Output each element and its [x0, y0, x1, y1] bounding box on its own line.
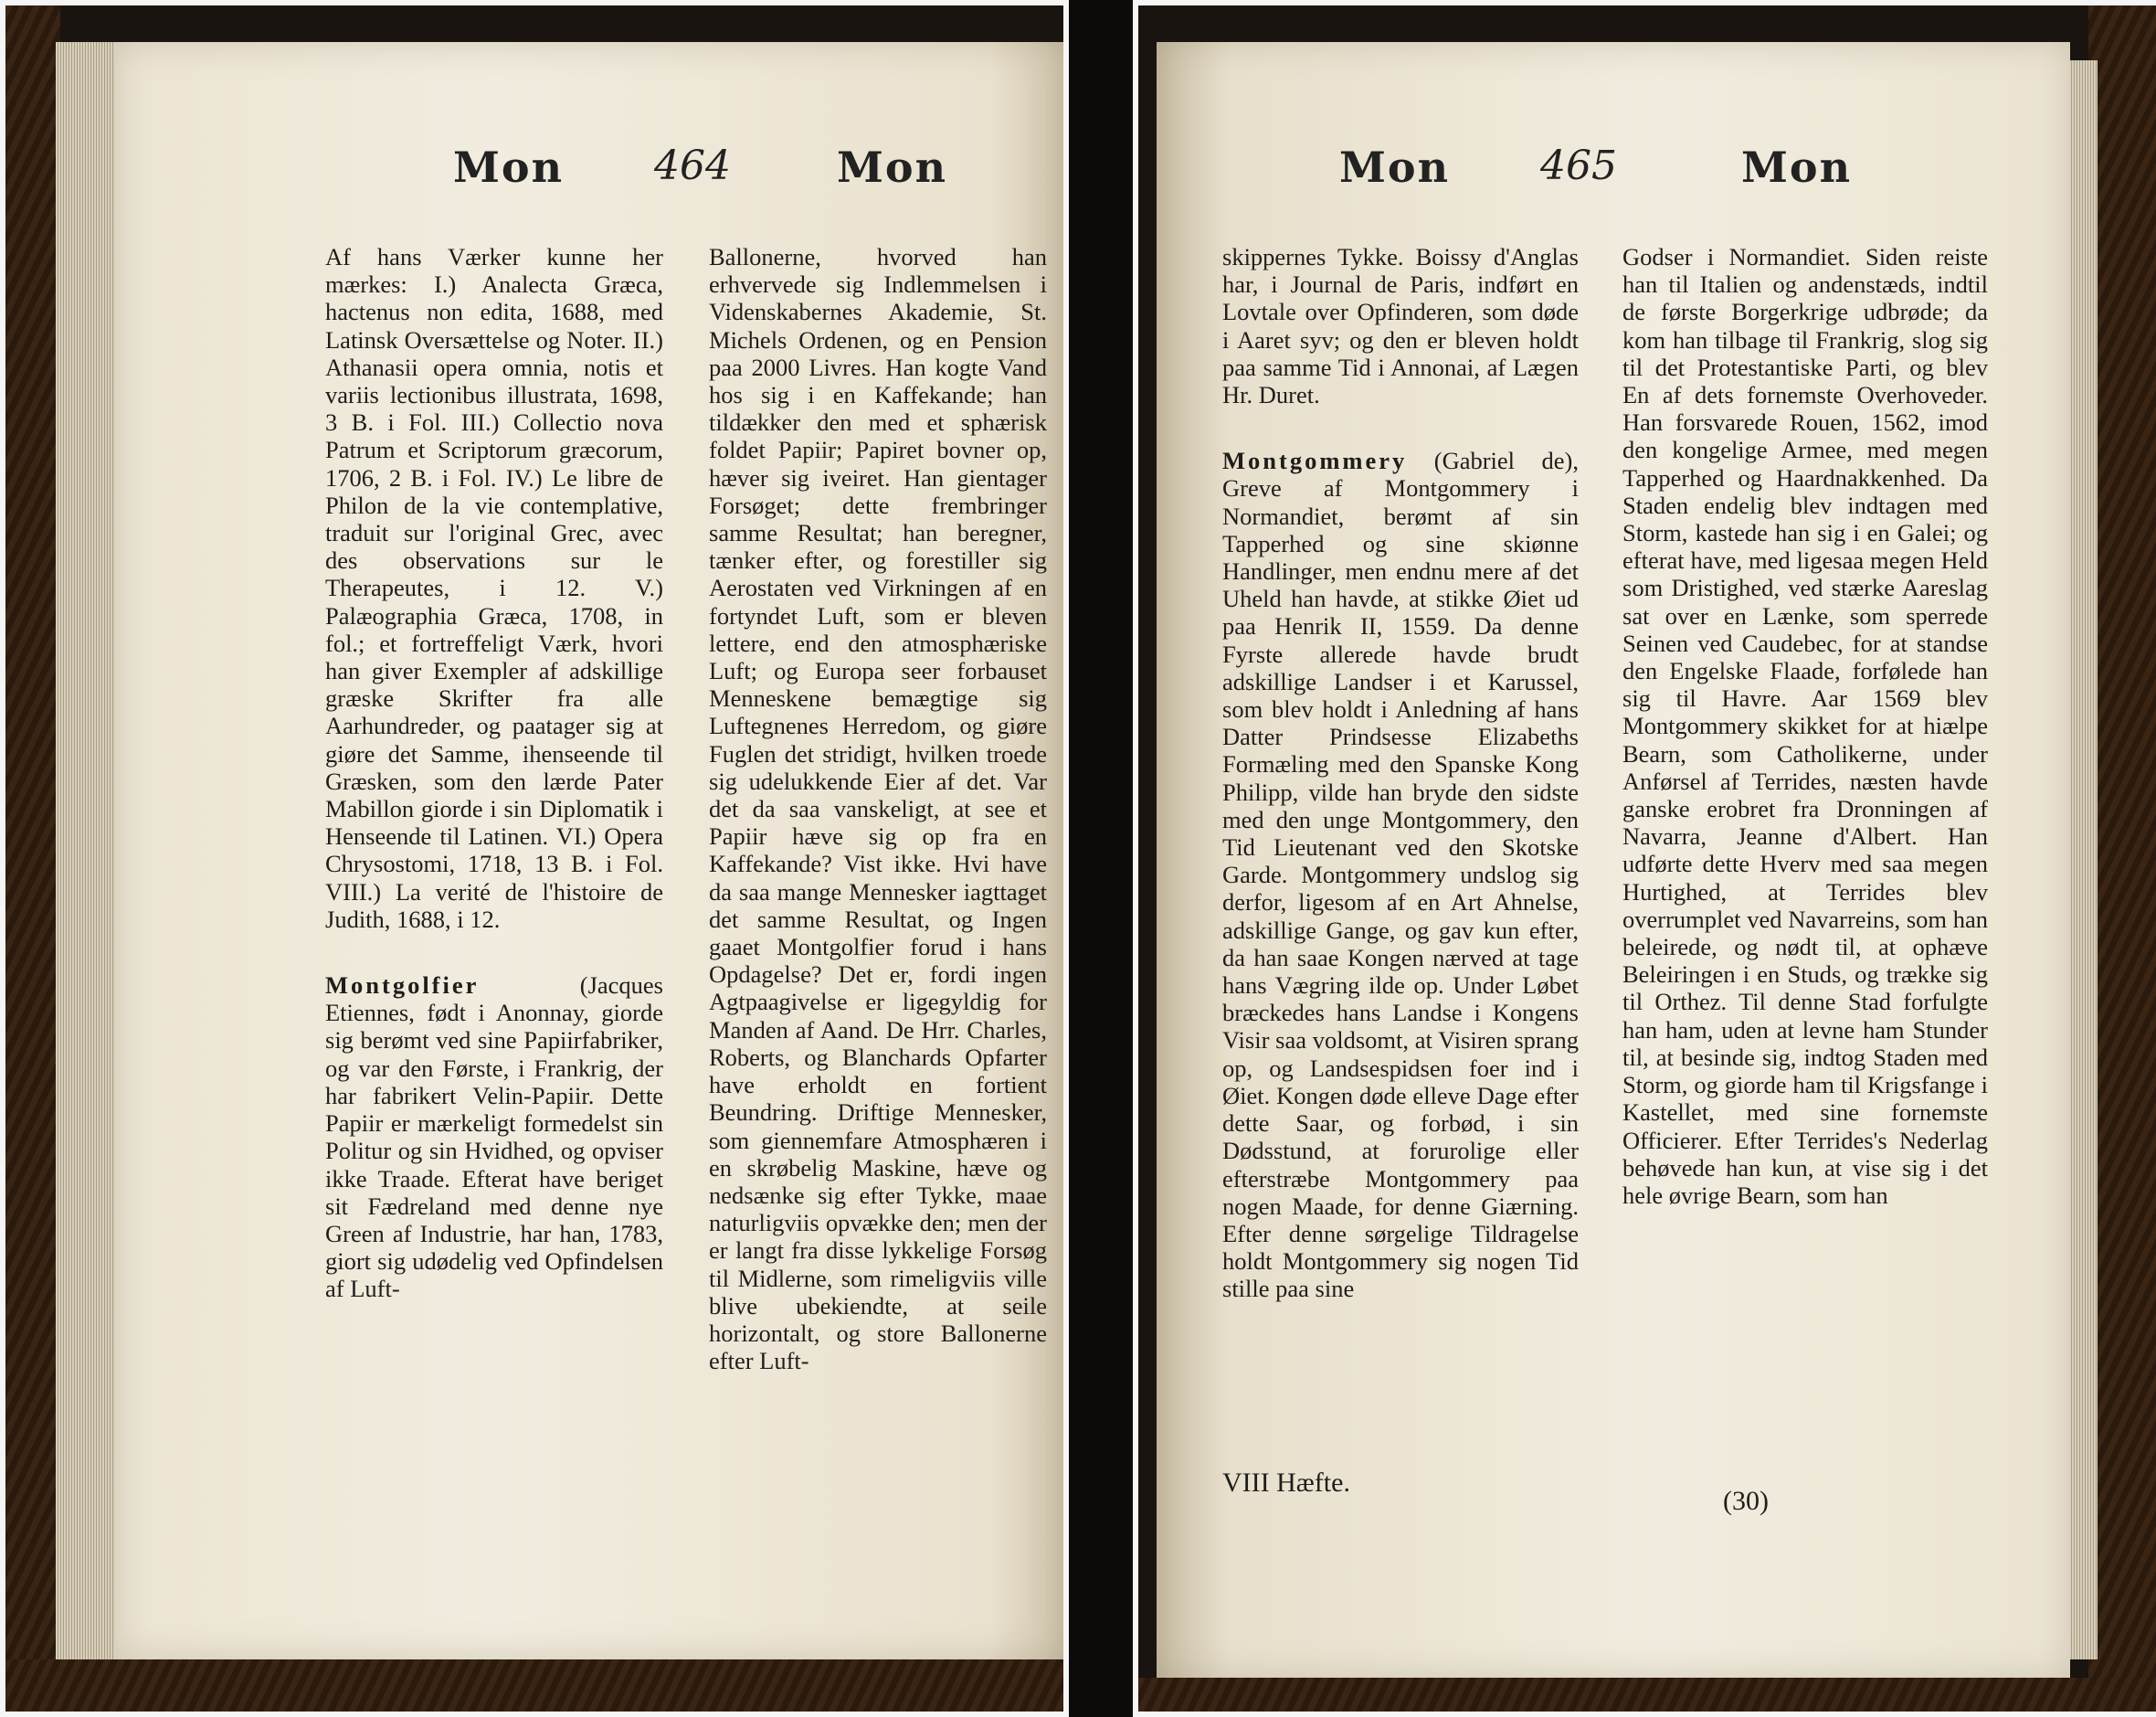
- entry-body: (Gabriel de), Greve af Montgommery i Normandiet, berømt af sin Tapperhed og sine skiønne Handlinger, men endnu mere af det Uheld han havde, at stikke Øiet ud paa Henrik II, 1559. Da denne Fyrste allerede havde brudt adskillige Landser i et Karussel, som blev holdt i Anledning af hans Datter Prindsesse Elizabeths Formæling med den Spanske Kong Philipp, vilde han bryde den sidste med den unge Montgommery, den Tid Lieutenant ved den Skotske Garde. Montgommery undslog sig derfor, ligesom af en Art Ahnelse, adskillige Gange, og gav kun efter, da han saae Kongen nærved at tage hans Vægring ilde op. Under Løbet bræckedes hans Landse i Kongens Visir saa voldsomt, at Visiren sprang op, og Landsespidsen foer ind i Øiet. Kongen døde elleve Dage efter dette Saar, og forbød, i sin Dødsstund, at forurolige eller efterstræbe Montgommery paa nogen Maade, for denne Giærning. Efter denne sørgelige Tildragelse holdt Montgommery sig nogen Tid stille paa sine: [1222, 447, 1579, 1303]
- headword-left: Mon: [1339, 143, 1451, 192]
- page-header: [1157, 143, 2070, 225]
- right-page-scan: [1133, 0, 2156, 1717]
- book-cover-bottom: [5, 1659, 1069, 1717]
- book-cover-right: [2088, 5, 2156, 1717]
- entry-headword: Montgolfier: [325, 971, 480, 1000]
- entry-headword: Montgommery: [1222, 447, 1408, 475]
- right-page-column-1: [1222, 243, 1579, 1303]
- right-page: [1157, 42, 2070, 1678]
- left-page-scan: [0, 0, 1069, 1717]
- page-edges: [56, 42, 120, 1659]
- left-page-column-2: [709, 243, 1047, 1374]
- entry-montgommery: [1222, 447, 1579, 1302]
- signature-mark: VIII Hæfte.: [1222, 1468, 1350, 1498]
- signature-number: (30): [1723, 1486, 1769, 1516]
- paragraph: Af hans Værker kunne her mærkes: I.) Analecta Græca, hactenus non edita, 1688, med Latinsk Oversættelse og Noter. II.) Athanasii opera omnia, notis et variis lectionibus illustrata, 1698, 3 B. i Fol. III.) Collectio nova Patrum et Scriptorum græcorum, 1706, 2 B. i Fol. IV.) Le libre de Philon de la vie contemplative, traduit sur l'original Grec, avec des observations sur le Therapeutes, i 12. V.) Palæographia Græca, 1708, in fol.; et fortreffeligt Værk, hvori han giver Exempler af adskillige græske Skrifter fra alle Aarhundreder, og paatager sig at giøre det Samme, ihenseende til Græsken, som den lærde Pater Mabillon giorde i sin Diplomatik i Henseende til Latinen. VI.) Opera Chrysostomi, 1718, 13 B. i Fol. VIII.) La verité de l'histoire de Judith, 1688, i 12.: [325, 243, 663, 933]
- left-page-column-1: [325, 243, 663, 1303]
- headword-right: Mon: [1741, 143, 1853, 192]
- page-number: 464: [654, 143, 731, 189]
- book-cover-bottom: [1138, 1678, 2156, 1717]
- paragraph: Ballonerne, hvorved han erhvervede sig Indlemmelsen i Videnskabernes Akademie, St. Michels Ordenen, og en Pension paa 2000 Livres. Han kogte Vand hos sig i en Kaffekande; han tildækker den med et sphærisk foldet Papiir; Papiret bovner op, hæver sig iveiret. Han gientager Forsøget; dette frembringer samme Resultat; han beregner, tænker efter, og forestiller sig Aerostaten ved Virkningen af en fortyndet Luft, som er bleven lettere, end den atmosphæriske Luft; og Europa seer forbauset Menneskene bemægtige sig Luftegnenes Herredom, og giøre Fuglen det stridigt, hvilken troede sig udelukkende Eier af det. Var det da saa vanskeligt, at see et Papiir hæve sig op fra en Kaffekande? Vist ikke. Hvi have da saa mange Mennesker iagttaget det samme Resultat, og Ingen gaaet Montgolfier forud i hans Opdagelse? Det er, fordi ingen Agtpaagivelse er ligegyldig for Manden af Aand. De Hrr. Charles, Roberts, og Blanchards Opfarter have erholdt en fortient Beundring. Driftige Mennesker, som giennemfare Atmosphæren i en skrøbelig Maskine, hæve og nedsænke sig efter Tykke, maae naturligviis opvække den; men der er langt fra disse lykkelige Forsøg til Midlerne, som rimeligviis ville blive ubekiendte, at seile horizontalt, og store Ballonerne efter Luft-: [709, 243, 1047, 1375]
- book-cover-left: [5, 5, 60, 1717]
- gutter: [1069, 0, 1133, 1717]
- entry-montgolfier: [325, 971, 663, 1302]
- page-number: 465: [1540, 143, 1617, 189]
- headword-right: Mon: [837, 143, 948, 192]
- headword-left: Mon: [453, 143, 565, 192]
- right-page-column-2: [1622, 243, 1988, 1209]
- left-page: [115, 42, 1065, 1659]
- page-header: [115, 143, 1065, 225]
- paragraph: skippernes Tykke. Boissy d'Anglas har, i Journal de Paris, indført en Lovtale over Opfinderen, som døde i Aaret syv; og den er bleven holdt paa samme Tid i Annonai, af Lægen Hr. Duret.: [1222, 243, 1579, 409]
- entry-body: (Jacques Etiennes, født i Anonnay, giorde sig berømt ved sine Papiirfabriker, og var den Første, i Frankrig, der har fabrikert Velin-Papiir. Dette Papiir er mærkeligt formedelst sin Politur og sin Hvidhed, og opviser ikke Traade. Efterat have beriget sit Fædreland med denne nye Green af Industrie, har han, 1783, giort sig udødelig ved Opfindelsen af Luft-: [325, 971, 663, 1303]
- paragraph: Godser i Normandiet. Siden reiste han til Italien og andenstæds, indtil de første Borgerkrige udbrøde; da kom han tilbage til Frankrig, slog sig til det Protestantiske Parti, og blev En af dets fornemste Overhoveder. Han forsvarede Rouen, 1562, imod den kongelige Armee, med megen Tapperhed og Haardnakkenhed. Da Staden endelig blev indtagen med Storm, kastede han sig i en Galei; og efterat have, med ligesaa megen Held som Dristighed, ved stærke Aareslag sat over en Lænke, som sperrede Seinen ved Caudebec, for at standse den Engelske Flaade, forfølede han sig til Havre. Aar 1569 blev Montgommery skikket for at hiælpe Bearn, som Catholikerne, under Anførsel af Terrides, næsten havde ganske erobret fra Dronningen af Navarra, Jeanne d'Albert. Han udførte dette Hverv med saa megen Hurtighed, at Terrides blev overrumplet ved Navarreins, som han beleirede, og nødt til, at ophæve Beleiringen i en Studs, og trække sig til Orthez. Til denne Stad forfulgte han ham, uden at levne ham Stunder til, at besinde sig, indtog Staden med Storm, og giorde ham til Krigsfange i Kastellet, med sine fornemste Officierer. Efter Terrides's Nederlag behøvede han kun, at vise sig i det hele øvrige Bearn, som han: [1622, 243, 1988, 1209]
